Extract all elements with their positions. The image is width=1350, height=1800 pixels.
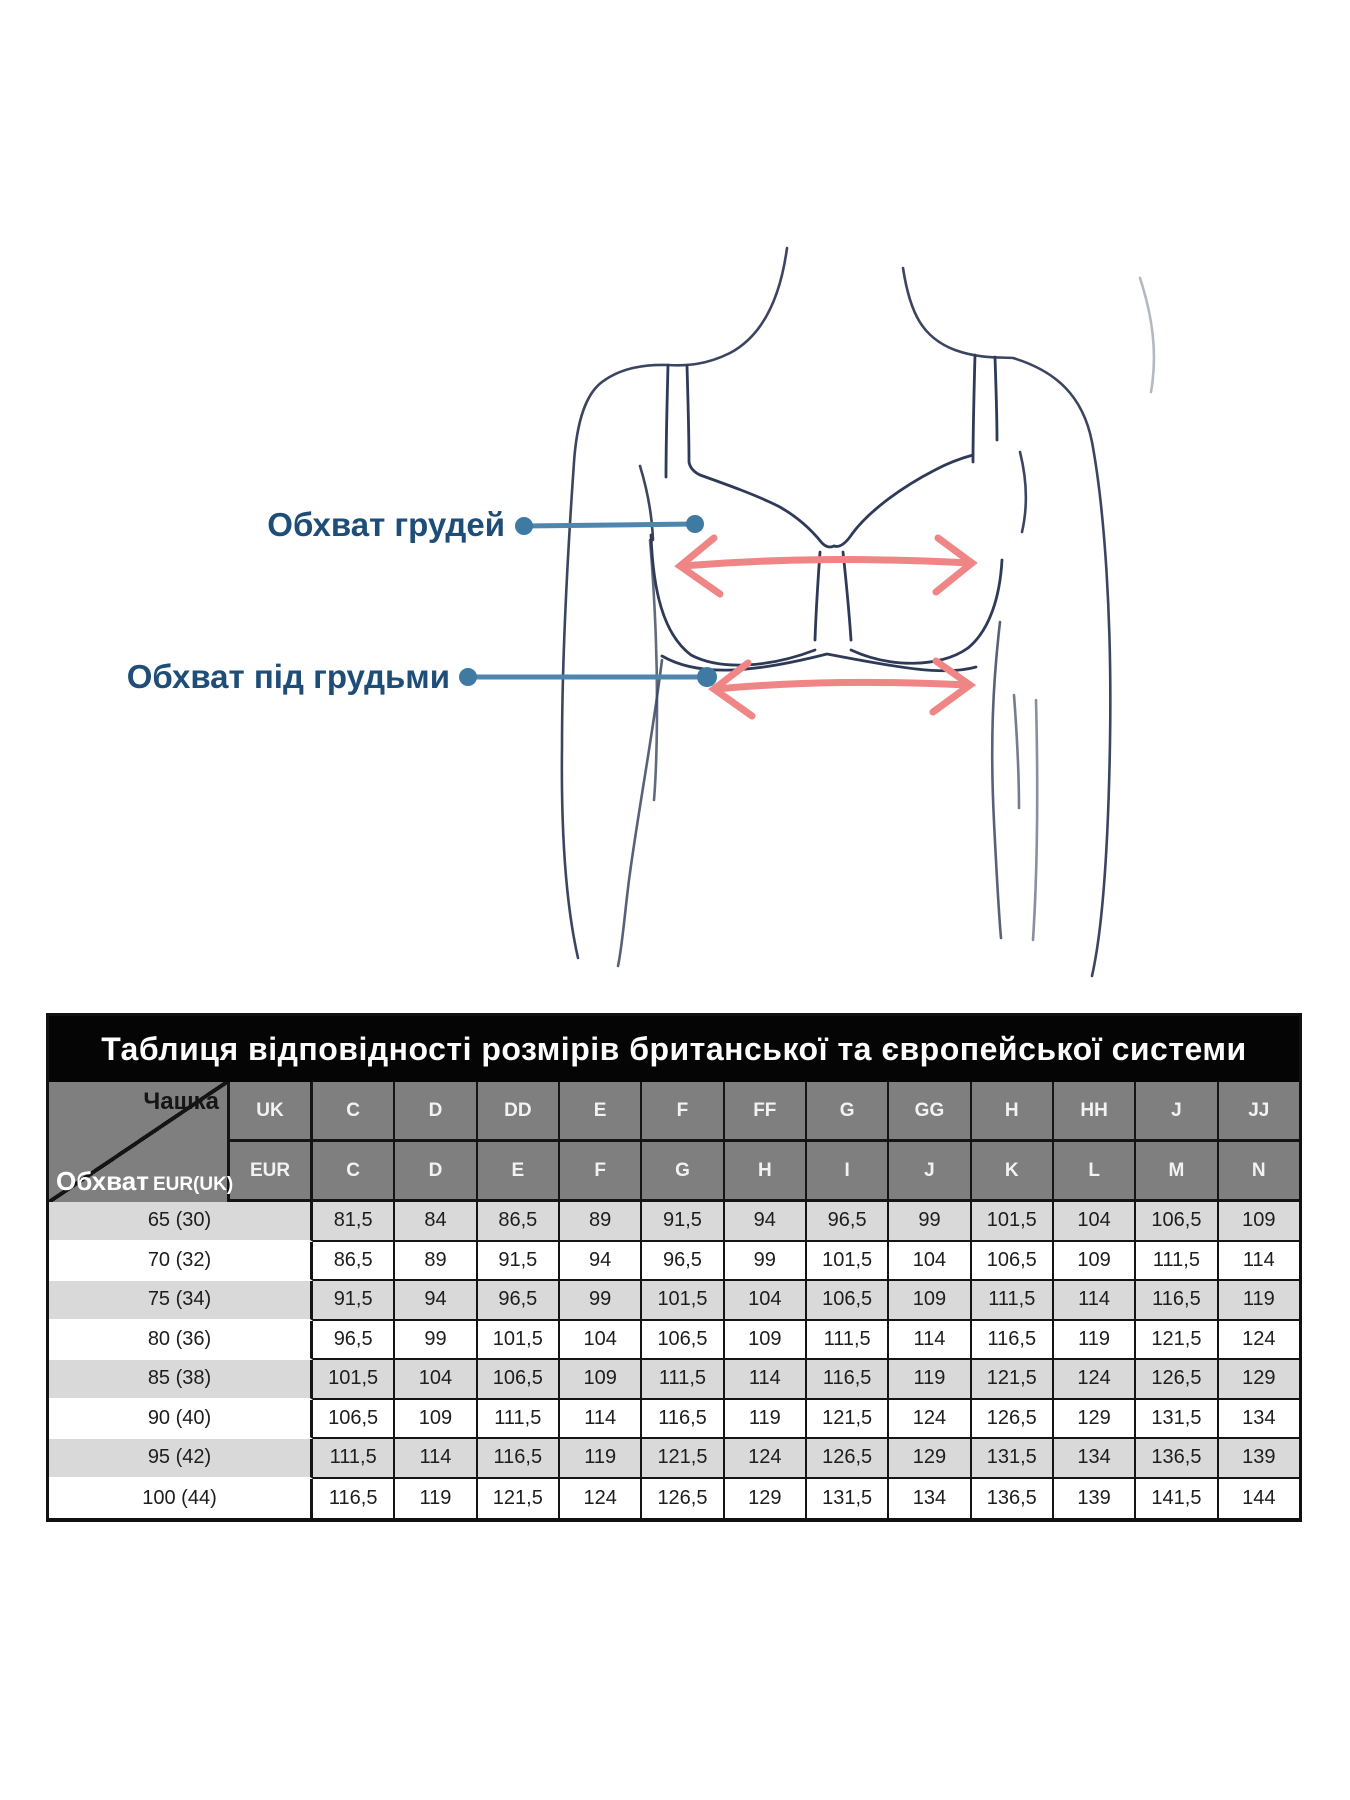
bust-measurement-cell: 139 <box>1219 1439 1299 1479</box>
bust-measurement-cell: 96,5 <box>642 1242 724 1282</box>
bust-measurement-cell: 126,5 <box>807 1439 889 1479</box>
eur-cup-header: F <box>560 1142 642 1199</box>
bust-measurement-cell: 101,5 <box>972 1202 1054 1242</box>
bust-measurement-cell: 121,5 <box>1136 1321 1218 1361</box>
bust-measurement-cell: 94 <box>560 1242 642 1282</box>
bust-measurement-cell: 116,5 <box>972 1321 1054 1361</box>
bust-measurement-cell: 126,5 <box>1136 1360 1218 1400</box>
bust-measurement-cell: 134 <box>1054 1439 1136 1479</box>
eur-cup-header: L <box>1054 1142 1136 1199</box>
bust-measurement-cell: 96,5 <box>807 1202 889 1242</box>
size-row <box>49 1202 1299 1242</box>
bust-measurement-cell: 91,5 <box>313 1281 395 1321</box>
bust-measurement-cell: 129 <box>725 1479 807 1519</box>
bust-measurement-cell: 114 <box>725 1360 807 1400</box>
bust-measurement-cell: 89 <box>395 1242 477 1282</box>
bust-measurement-cell: 124 <box>1219 1321 1299 1361</box>
uk-cup-header: E <box>560 1082 642 1139</box>
bust-measurement-cell: 106,5 <box>478 1360 560 1400</box>
band-size-label: 70 (32) <box>49 1242 313 1282</box>
bust-measurement-cell: 104 <box>395 1360 477 1400</box>
bust-measurement-cell: 119 <box>1054 1321 1136 1361</box>
bust-measurement-cell: 111,5 <box>807 1321 889 1361</box>
uk-cup-header: H <box>972 1082 1054 1139</box>
bust-measurement-cell: 109 <box>1054 1242 1136 1282</box>
bust-circumference-label: Обхват грудей <box>267 506 505 543</box>
bust-measurement-cell: 109 <box>560 1360 642 1400</box>
bust-measurement-cell: 86,5 <box>478 1202 560 1242</box>
callout-dot <box>686 515 704 533</box>
band-size-label: 80 (36) <box>49 1321 313 1361</box>
bust-measurement-cell: 109 <box>1219 1202 1299 1242</box>
bust-measurement-cell: 121,5 <box>972 1360 1054 1400</box>
bust-measurement-cell: 96,5 <box>478 1281 560 1321</box>
uk-cup-row <box>230 1082 1299 1142</box>
bust-measurement-cell: 104 <box>889 1242 971 1282</box>
bust-measurement-cell: 104 <box>725 1281 807 1321</box>
size-row <box>49 1360 1299 1400</box>
size-row <box>49 1439 1299 1479</box>
bust-measurement-cell: 99 <box>889 1202 971 1242</box>
bust-measurement-cell: 144 <box>1242 1486 1276 1509</box>
bust-measurement-cell: 124 <box>889 1400 971 1440</box>
callout-dot <box>459 668 477 686</box>
bust-measurement-cell: 84 <box>395 1202 477 1242</box>
band-size-label: 75 (34) <box>49 1281 313 1321</box>
bust-measurement-cell: 114 <box>1054 1281 1136 1321</box>
bust-measurement-cell: 119 <box>560 1439 642 1479</box>
bust-measurement-cell: 116,5 <box>478 1439 560 1479</box>
size-row <box>49 1321 1299 1361</box>
bust-measurement-cell: 119 <box>889 1360 971 1400</box>
bust-measurement-cell: 91,5 <box>642 1202 724 1242</box>
eur-system-label: EUR <box>230 1142 313 1199</box>
bust-measurement-cell: 99 <box>560 1281 642 1321</box>
uk-cup-header: F <box>642 1082 724 1139</box>
size-conversion-table <box>46 1013 1302 1522</box>
underbust-circumference-label: Обхват під грудьми <box>126 658 450 695</box>
table-body <box>49 1202 1299 1518</box>
eur-cup-header: C <box>313 1142 395 1199</box>
size-row <box>49 1281 1299 1321</box>
bust-measurement-cell: 126,5 <box>642 1479 724 1519</box>
eur-cup-header: H <box>725 1142 807 1199</box>
bust-measurement-cell: 131,5 <box>1136 1400 1218 1440</box>
bust-measurement-cell: 116,5 <box>807 1360 889 1400</box>
bust-measurement-cell: 99 <box>725 1242 807 1282</box>
bust-measurement-cell: 121,5 <box>807 1400 889 1440</box>
band-size-label: 100 (44) <box>49 1479 313 1519</box>
bust-measurement-cell: 116,5 <box>1136 1281 1218 1321</box>
table-header <box>49 1082 1299 1202</box>
bust-measurement-cell: 136,5 <box>972 1479 1054 1519</box>
eur-cup-header: J <box>889 1142 971 1199</box>
bust-measurement-cell: 101,5 <box>478 1321 560 1361</box>
bust-measurement-cell: 104 <box>560 1321 642 1361</box>
band-size-label: 95 (42) <box>49 1439 313 1479</box>
uk-cup-header: C <box>313 1082 395 1139</box>
bust-measurement-cell: 124 <box>560 1479 642 1519</box>
girth-axis-label: Обхват EUR(UK) <box>56 1166 234 1196</box>
bust-measurement-cell: 129 <box>889 1439 971 1479</box>
uk-cup-header: DD <box>478 1082 560 1139</box>
underbust-callout-line <box>459 667 717 687</box>
callout-dot <box>515 517 533 535</box>
table-title: Таблиця відповідності розмірів британської та європейської системи <box>49 1016 1299 1082</box>
bust-measurement-cell: 101,5 <box>807 1242 889 1282</box>
bust-measurement-cell: 99 <box>395 1321 477 1361</box>
bust-measurement-cell: 131,5 <box>807 1479 889 1519</box>
bust-measurement-cell: 106,5 <box>642 1321 724 1361</box>
eur-cup-header: M <box>1136 1142 1218 1199</box>
eur-cup-header: N <box>1251 1159 1266 1181</box>
bust-measurement-cell: 114 <box>395 1439 477 1479</box>
bust-measurement-cell: 111,5 <box>972 1281 1054 1321</box>
bust-measurement-cell: 141,5 <box>1136 1479 1218 1519</box>
cup-header-rows <box>230 1082 1299 1202</box>
bust-measurement-cell: 136,5 <box>1136 1439 1218 1479</box>
bust-measurement-cell: 109 <box>395 1400 477 1440</box>
uk-cup-header: D <box>395 1082 477 1139</box>
bust-measurement-cell: 116,5 <box>313 1479 395 1519</box>
bust-measurement-cell: 109 <box>725 1321 807 1361</box>
eur-cup-header: I <box>807 1142 889 1199</box>
bust-measurement-cell: 119 <box>725 1400 807 1440</box>
bust-measurement-cell: 119 <box>395 1479 477 1519</box>
uk-system-label: UK <box>230 1082 313 1139</box>
band-size-label: 90 (40) <box>49 1400 313 1440</box>
bust-measurement-cell: 119 <box>1219 1281 1299 1321</box>
bust-measurement-cell: 114 <box>1219 1242 1299 1282</box>
uk-cup-header: GG <box>889 1082 971 1139</box>
uk-cup-header: J <box>1136 1082 1218 1139</box>
bust-measurement-cell: 124 <box>725 1439 807 1479</box>
eur-cup-row <box>230 1142 1299 1202</box>
bust-measurement-cell: 104 <box>1054 1202 1136 1242</box>
bust-measurement-cell: 101,5 <box>642 1281 724 1321</box>
eur-cup-header: G <box>642 1142 724 1199</box>
bust-measurement-cell: 91,5 <box>478 1242 560 1282</box>
bust-measurement-cell: 106,5 <box>972 1242 1054 1282</box>
size-row <box>49 1479 1299 1519</box>
bust-measurement-cell: 111,5 <box>642 1360 724 1400</box>
torso-outline <box>562 248 1154 976</box>
bust-measurement-cell: 86,5 <box>313 1242 395 1282</box>
bust-measurement-cell: 114 <box>889 1321 971 1361</box>
bust-measurement-cell: 114 <box>560 1400 642 1440</box>
bust-measurement-cell: 101,5 <box>313 1360 395 1400</box>
bust-measurement-cell: 129 <box>1054 1400 1136 1440</box>
bra-outline <box>651 355 1002 671</box>
callout-dot <box>697 667 717 687</box>
bust-measurement-cell: 109 <box>889 1281 971 1321</box>
band-size-label: 85 (38) <box>49 1360 313 1400</box>
uk-cup-header: JJ <box>1248 1099 1270 1121</box>
bust-measurement-cell: 96,5 <box>313 1321 395 1361</box>
bust-measurement-cell: 121,5 <box>642 1439 724 1479</box>
size-row <box>49 1242 1299 1282</box>
bust-measurement-cell: 106,5 <box>313 1400 395 1440</box>
uk-cup-header: G <box>807 1082 889 1139</box>
bust-measurement-cell: 116,5 <box>642 1400 724 1440</box>
band-size-label: 65 (30) <box>49 1202 313 1242</box>
corner-cell <box>49 1082 234 1202</box>
eur-cup-header: D <box>395 1142 477 1199</box>
bust-callout-line <box>515 515 704 535</box>
bust-measurement-cell: 94 <box>725 1202 807 1242</box>
bust-measurement-cell: 139 <box>1054 1479 1136 1519</box>
bust-measurement-cell: 111,5 <box>478 1400 560 1440</box>
size-row <box>49 1400 1299 1440</box>
bust-measurement-cell: 106,5 <box>1136 1202 1218 1242</box>
bust-measurement-cell: 134 <box>889 1479 971 1519</box>
bust-measurement-cell: 124 <box>1054 1360 1136 1400</box>
cup-axis-label: Чашка <box>143 1088 219 1115</box>
eur-cup-header: E <box>478 1142 560 1199</box>
bust-measurement-cell: 129 <box>1219 1360 1299 1400</box>
bust-measurement-cell: 94 <box>395 1281 477 1321</box>
bust-measurement-cell: 131,5 <box>972 1439 1054 1479</box>
bust-measurement-cell: 126,5 <box>972 1400 1054 1440</box>
bust-measurement-cell: 134 <box>1219 1400 1299 1440</box>
uk-cup-header: FF <box>725 1082 807 1139</box>
bust-measurement-cell: 111,5 <box>313 1439 395 1479</box>
uk-cup-header: HH <box>1054 1082 1136 1139</box>
bust-measurement-cell: 121,5 <box>478 1479 560 1519</box>
bust-measurement-cell: 89 <box>560 1202 642 1242</box>
eur-cup-header: K <box>972 1142 1054 1199</box>
bust-measurement-cell: 106,5 <box>807 1281 889 1321</box>
bust-measurement-cell: 111,5 <box>1136 1242 1218 1282</box>
bust-measurement-cell: 81,5 <box>313 1202 395 1242</box>
